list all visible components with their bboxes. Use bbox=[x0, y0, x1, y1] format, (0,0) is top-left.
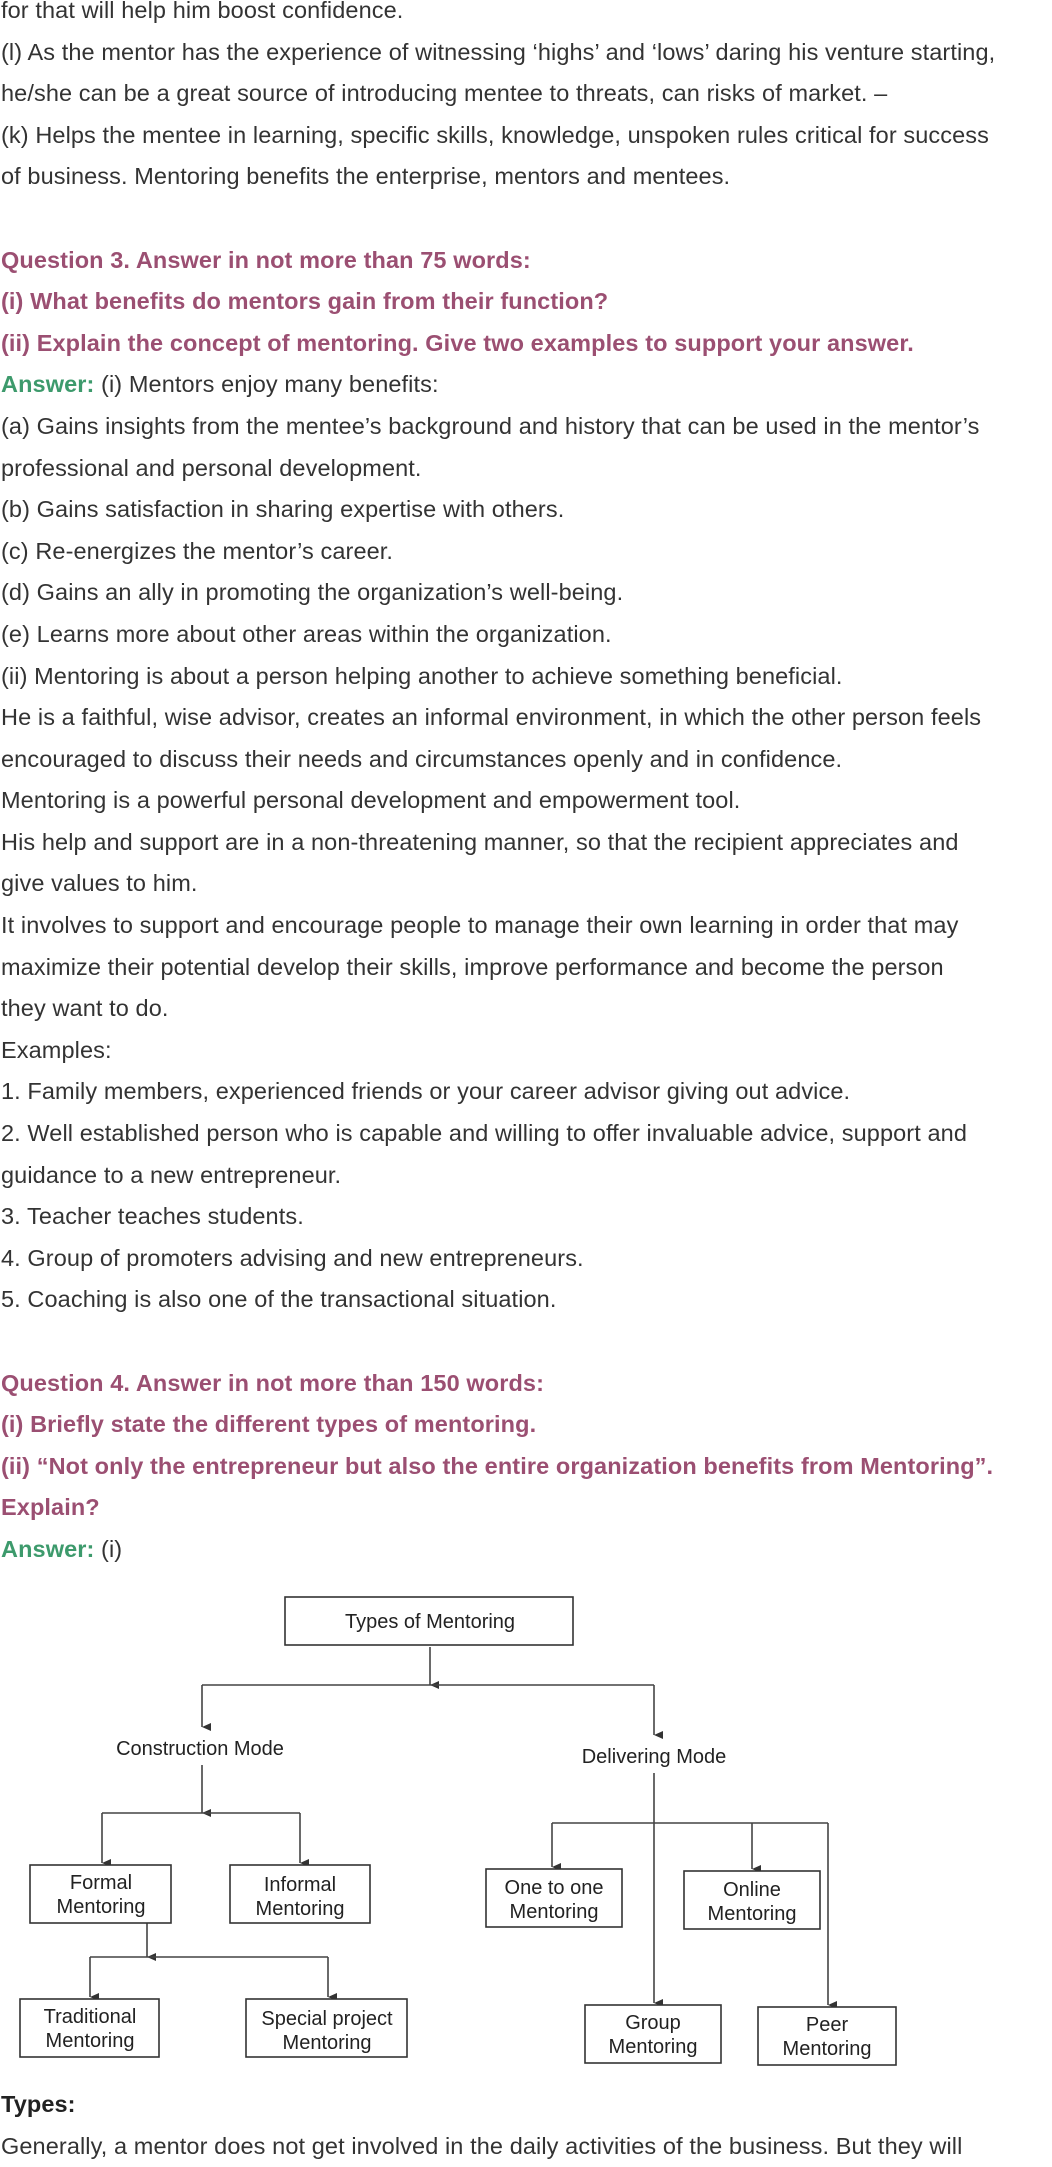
one-to-one-label-2: Mentoring bbox=[509, 1901, 599, 1923]
construction-mode-label: Construction Mode bbox=[116, 1738, 284, 1760]
text-line: for that will help him boost confidence. bbox=[1, 0, 404, 23]
traditional-label-2: Mentoring bbox=[45, 2030, 135, 2052]
online-label: Online bbox=[723, 1879, 781, 1901]
peer-label: Peer bbox=[805, 2014, 849, 2036]
question-4-title: Question 4. Answer in not more than 150 words: bbox=[1, 1369, 545, 1396]
answer-line: give values to him. bbox=[1, 870, 198, 897]
mentoring-types-diagram bbox=[0, 1585, 1052, 2080]
question-4-part-1: (i) Briefly state the different types of mentoring. bbox=[1, 1411, 537, 1438]
text-line: of business. Mentoring benefits the enterprise, mentors and mentees. bbox=[1, 163, 731, 190]
answer-line: guidance to a new entrepreneur. bbox=[1, 1161, 342, 1188]
diagram-connectors bbox=[90, 1647, 828, 2005]
answer-line: (d) Gains an ally in promoting the organization’s well-being. bbox=[1, 579, 624, 606]
diagram-boxes bbox=[20, 1597, 896, 2065]
group-label-2: Mentoring bbox=[608, 2036, 698, 2058]
answer-line: 3. Teacher teaches students. bbox=[1, 1203, 304, 1230]
answer-line: they want to do. bbox=[1, 995, 169, 1022]
answer-line: His help and support are in a non-threatening manner, so that the recipient appreciates and bbox=[1, 828, 959, 855]
special-project-label: Special project bbox=[261, 2008, 393, 2030]
answer-3-intro bbox=[0, 364, 1052, 406]
answer-line: (e) Learns more about other areas within the organization. bbox=[1, 620, 612, 647]
answer-line: Examples: bbox=[1, 1036, 112, 1063]
question-3-part-2: (ii) Explain the concept of mentoring. Give two examples to support your answer. bbox=[1, 329, 914, 356]
answer-line: 1. Family members, experienced friends or your career advisor giving out advice. bbox=[1, 1078, 851, 1105]
text-line: Generally, a mentor does not get involved in the daily activities of the business. But they will bbox=[1, 2132, 963, 2159]
diagram-labels bbox=[44, 1611, 872, 2060]
question-3-title: Question 3. Answer in not more than 75 words: bbox=[1, 246, 531, 273]
question-4-part-2: (ii) “Not only the entrepreneur but also the entire organization benefits from Mentoring”. bbox=[1, 1452, 994, 1479]
answer-line: 4. Group of promoters advising and new entrepreneurs. bbox=[1, 1244, 584, 1271]
question-3-part-1: (i) What benefits do mentors gain from their function? bbox=[1, 288, 609, 315]
special-project-label-2: Mentoring bbox=[282, 2032, 372, 2054]
informal-label-2: Mentoring bbox=[255, 1898, 345, 1920]
spacer bbox=[0, 198, 1052, 240]
types-heading: Types: bbox=[1, 2091, 76, 2117]
informal-label: Informal bbox=[263, 1874, 337, 1896]
answer-line: 5. Coaching is also one of the transactional situation. bbox=[1, 1286, 557, 1313]
answer-line: (c) Re-energizes the mentor’s career. bbox=[1, 537, 394, 564]
answer-label: Answer: bbox=[1, 1535, 95, 1562]
answer-label: Answer: bbox=[1, 371, 95, 398]
answer-line: encouraged to discuss their needs and circumstances openly and in confidence. bbox=[1, 745, 843, 772]
answer-line: He is a faithful, wise advisor, creates an informal environment, in which the other person feels bbox=[1, 704, 982, 731]
answer-line: It involves to support and encourage people to manage their own learning in order that may bbox=[1, 912, 959, 939]
answer-line: maximize their potential develop their skills, improve performance and become the person bbox=[1, 953, 944, 980]
group-label: Group bbox=[625, 2012, 681, 2034]
answer-line: 2. Well established person who is capable and willing to offer invaluable advice, support and bbox=[1, 1120, 967, 1147]
text-line: he/she can be a great source of introducing mentee to threats, can risks of market. – bbox=[1, 80, 888, 107]
answer-intro-text: (i) bbox=[94, 1535, 123, 1562]
one-to-one-label: One to one bbox=[504, 1877, 604, 1899]
answer-line: (a) Gains insights from the mentee’s background and history that can be used in the mentor’s bbox=[1, 412, 980, 439]
formal-label: Formal bbox=[69, 1872, 133, 1894]
text-line: (l) As the mentor has the experience of witnessing ‘highs’ and ‘lows’ daring his venture starting, bbox=[1, 38, 996, 65]
types-section bbox=[0, 2084, 1052, 2167]
answer-line: (ii) Mentoring is about a person helping another to achieve something beneficial. bbox=[1, 662, 843, 689]
answer-line: (b) Gains satisfaction in sharing expertise with others. bbox=[1, 496, 565, 523]
online-label-2: Mentoring bbox=[707, 1903, 797, 1925]
answer-intro-text: (i) Mentors enjoy many benefits: bbox=[94, 371, 439, 398]
answer-line: Mentoring is a powerful personal development and empowerment tool. bbox=[1, 787, 741, 814]
formal-label-2: Mentoring bbox=[56, 1896, 146, 1918]
answer-4-intro bbox=[0, 1529, 1052, 1571]
text-line: (k) Helps the mentee in learning, specific skills, knowledge, unspoken rules critical for success bbox=[1, 121, 989, 148]
delivering-mode-label: Delivering Mode bbox=[581, 1746, 727, 1768]
spacer bbox=[0, 1321, 1052, 1363]
traditional-label: Traditional bbox=[43, 2006, 137, 2028]
question-4-part-2-cont: Explain? bbox=[1, 1494, 100, 1521]
root-label: Types of Mentoring bbox=[344, 1611, 516, 1633]
answer-line: professional and personal development. bbox=[1, 454, 422, 481]
peer-label-2: Mentoring bbox=[782, 2038, 872, 2060]
